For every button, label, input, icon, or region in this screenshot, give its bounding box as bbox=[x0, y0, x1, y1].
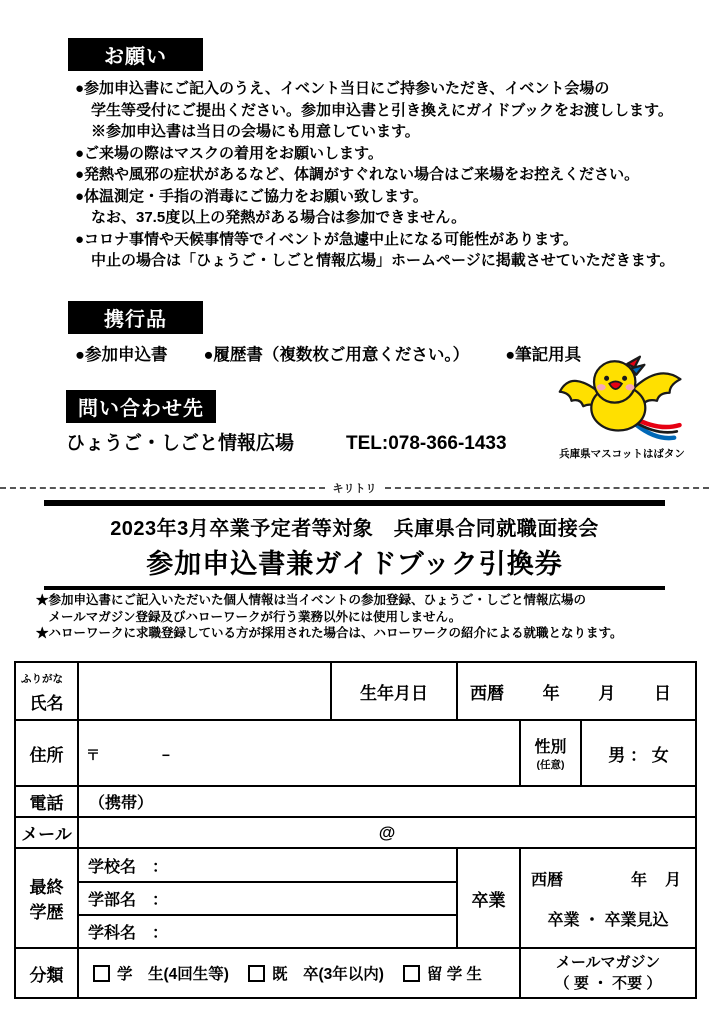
notice-item: 中止の場合は「ひょうご・しごと情報広場」ホームページに掲載させていただきます。 bbox=[91, 252, 675, 269]
address-input-area bbox=[78, 720, 520, 786]
mascot-caption: 兵庫県マスコットはばタン bbox=[559, 448, 685, 460]
name-input-area bbox=[78, 662, 331, 720]
notice-list bbox=[75, 78, 697, 272]
birthdate-label: 生年月日 bbox=[331, 662, 457, 720]
address-label: 住所 bbox=[15, 720, 78, 786]
notice-item: ※参加申込書は当日の会場にも用意しています。 bbox=[91, 123, 420, 140]
grad-month-label: 月 bbox=[664, 871, 681, 889]
phone-label: 電話 bbox=[15, 786, 78, 817]
habatan-mascot-icon bbox=[550, 354, 692, 444]
email-label: メール bbox=[15, 817, 78, 848]
notice-item: ●ご来場の際はマスクの着用をお願いします。 bbox=[75, 144, 383, 162]
category-option-international: 留 学 生 bbox=[426, 966, 483, 983]
education-label-line2: 学歴 bbox=[29, 903, 64, 922]
birthdate-input-area bbox=[457, 662, 696, 720]
privacy-note-line: メールマガジン登録及びハローワークが行う業務以外には使用しません。 bbox=[36, 609, 462, 624]
cutline bbox=[0, 480, 709, 496]
mailmag-cell bbox=[520, 948, 696, 998]
birthdate-year-label: 年 bbox=[542, 683, 560, 703]
form-row-category bbox=[15, 948, 696, 998]
form-row-phone bbox=[15, 786, 696, 817]
category-label: 分類 bbox=[15, 948, 78, 998]
ticket-title-box bbox=[44, 500, 665, 590]
gender-label: 性別 bbox=[534, 739, 567, 756]
category-options-cell bbox=[78, 948, 520, 998]
phone-type-hint: （携帯） bbox=[89, 795, 154, 812]
education-label-cell bbox=[15, 848, 78, 948]
graduation-date-cell bbox=[520, 848, 696, 948]
name-field-label: 氏名 bbox=[29, 694, 64, 713]
phone-input-area bbox=[78, 786, 696, 817]
notice-item: なお、37.5度以上の発熱がある場合は参加できません。 bbox=[91, 209, 467, 226]
department-name-label: 学科名 ： bbox=[88, 924, 169, 942]
contact-section-title: 問い合わせ先 bbox=[78, 398, 204, 420]
belongings-item: ●筆記用具 bbox=[505, 346, 582, 364]
birthdate-day-label: 日 bbox=[653, 683, 671, 703]
gender-label-cell bbox=[520, 720, 581, 786]
privacy-note-line: ★参加申込書にご記入いただいた個人情報は当イベントの参加登録、ひょうご・しごと情報広場の bbox=[36, 593, 587, 607]
birthdate-month-label: 月 bbox=[598, 683, 616, 703]
grad-era-label: 西暦 bbox=[531, 871, 564, 889]
notice-item: ●参加申込書にご記入のうえ、イベント当日にご持参いただき、イベント会場の bbox=[75, 80, 610, 97]
belongings-item: ●履歴書（複数枚ご用意ください。） bbox=[203, 346, 470, 364]
form-row-email bbox=[15, 817, 696, 848]
postal-dash: − bbox=[161, 747, 171, 763]
application-form-table bbox=[14, 661, 697, 999]
ticket-subtitle: 2023年3月卒業予定者等対象 兵庫県合同就職面接会 bbox=[110, 518, 599, 540]
belongings-list bbox=[75, 341, 581, 365]
checkbox-icon bbox=[93, 965, 110, 982]
cutline-label: キリトリ bbox=[332, 483, 377, 495]
notice-item: ●コロナ事情や天候事情等でイベントが急遽中止になる可能性があります。 bbox=[75, 230, 578, 248]
cutline-dash bbox=[0, 487, 325, 489]
graduation-label: 卒業 bbox=[457, 848, 520, 948]
contact-info bbox=[66, 428, 507, 455]
notice-item: ●発熱や風邪の症状があるなど、体調がすぐれない場合はご来場をお控えください。 bbox=[75, 166, 640, 183]
contact-tel: TEL:078-366-1433 bbox=[346, 433, 507, 454]
privacy-notes bbox=[36, 592, 686, 642]
notice-section-header bbox=[68, 38, 203, 71]
notice-section-title: お願い bbox=[104, 46, 167, 68]
category-option-student: 学 生(4回生等) bbox=[117, 966, 229, 983]
form-row-address bbox=[15, 720, 696, 786]
ticket-title: 参加申込書兼ガイドブック引換券 bbox=[146, 549, 563, 579]
gender-optional-label: (任意) bbox=[536, 759, 565, 771]
form-row-name bbox=[15, 662, 696, 720]
postal-mark: 〒 bbox=[86, 747, 100, 763]
faculty-name-label: 学部名 ： bbox=[79, 883, 456, 916]
furigana-label: ふりがな bbox=[21, 673, 63, 685]
education-label-line1: 最終 bbox=[29, 878, 64, 897]
email-input-area bbox=[78, 817, 696, 848]
form-row-education bbox=[15, 848, 696, 948]
birthdate-era-label: 西暦 bbox=[470, 683, 504, 703]
belongings-section-title: 携行品 bbox=[104, 309, 167, 331]
notice-item: 学生等受付にご提出ください。参加申込書と引き換えにガイドブックをお渡しします。 bbox=[91, 101, 673, 119]
checkbox-icon bbox=[403, 965, 420, 982]
gender-options: 男 ： 女 bbox=[581, 720, 696, 786]
mailmag-options: （ 要 ・ 不要 ） bbox=[554, 975, 662, 992]
school-fields-cell bbox=[78, 848, 457, 948]
email-at-sign: @ bbox=[378, 822, 396, 842]
school-name-label: 学校名 ： bbox=[79, 850, 456, 883]
contact-section-header bbox=[66, 390, 216, 423]
grad-year-label: 年 bbox=[630, 871, 647, 889]
checkbox-icon bbox=[248, 965, 265, 982]
contact-name: ひょうご・しごと情報広場 bbox=[66, 433, 295, 454]
grad-status-options: 卒業 ・ 卒業見込 bbox=[547, 911, 669, 929]
cutline-dash bbox=[385, 487, 709, 489]
belongings-section-header bbox=[68, 301, 203, 334]
category-option-graduate: 既 卒(3年以内) bbox=[271, 966, 384, 983]
mailmag-label: メールマガジン bbox=[555, 954, 661, 971]
belongings-item: ●参加申込書 bbox=[75, 346, 168, 364]
name-label-cell bbox=[15, 662, 78, 720]
notice-item: ●体温測定・手指の消毒にご協力をお願い致します。 bbox=[75, 187, 428, 205]
privacy-note-line: ★ハローワークに求職登録している方が採用された場合は、ハローワークの紹介による就職となります。 bbox=[36, 626, 623, 640]
